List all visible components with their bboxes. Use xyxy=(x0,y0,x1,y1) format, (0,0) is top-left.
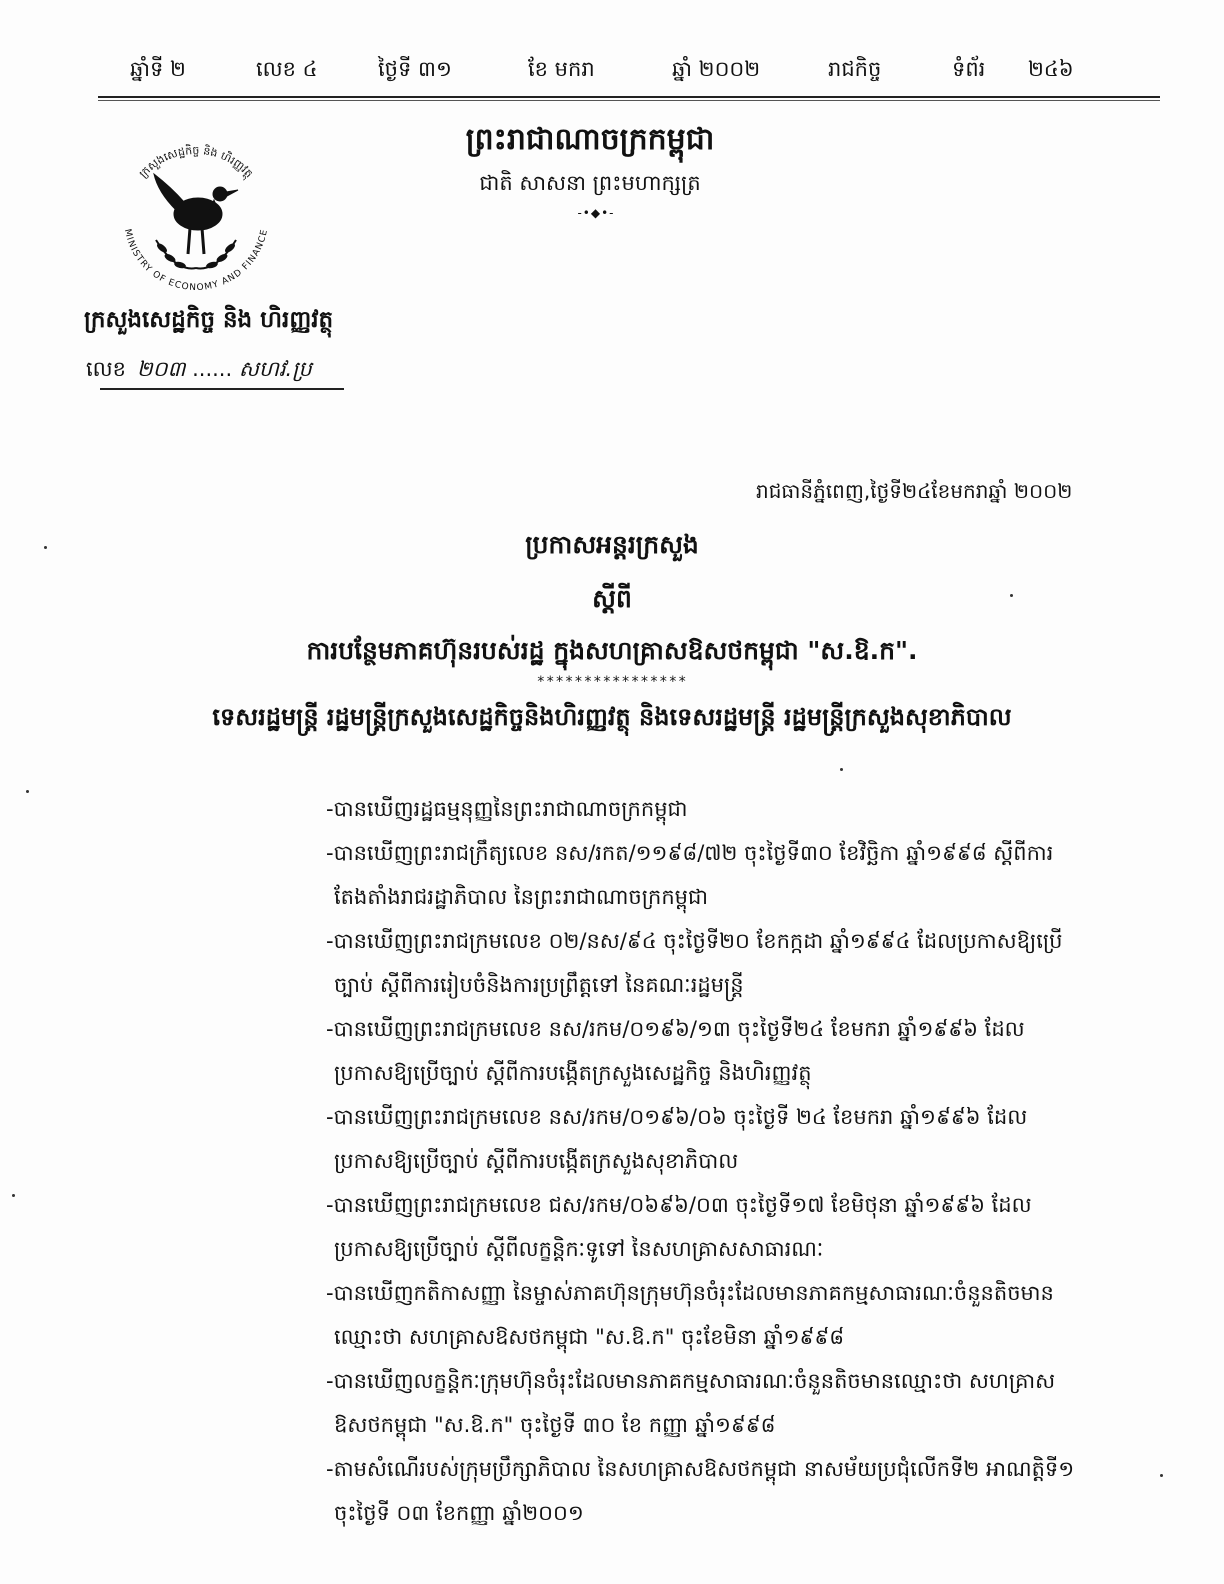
visa-line-cont: ប្រកាសឱ្យប្រើច្បាប់ ស្តីពីលក្ខន្តិកៈទូទៅ នៃសហគ្រាសសាធារណៈ xyxy=(334,1237,824,1261)
visa-line: -តាមសំណើរបស់ក្រុមប្រឹក្សាភិបាល នៃសហគ្រាសឱសថកម្ពុជា នាសម័យប្រជុំលើកទី២ អាណត្តិទី១ xyxy=(326,1457,1075,1481)
document-type-title: ប្រកាសអន្តរក្រសួង xyxy=(525,530,699,559)
gazette-page-label: ទំព័រ xyxy=(952,57,986,81)
subject-label: ស្តីពី xyxy=(592,584,632,613)
gazette-issue: លេខ ៤ xyxy=(256,57,318,81)
visa-line: -បានឃើញព្រះរាជក្រមលេខ ជស/រកម/០៦៩៦/០៣ ចុះថ្ងៃទី១៧ ខែមិថុនា ឆ្នាំ១៩៩៦ ដែល xyxy=(326,1193,1032,1217)
visa-line-cont: ច្បាប់ ស្តីពីការរៀបចំនិងការប្រព្រឹត្តទៅ នៃគណៈរដ្ឋមន្ត្រី xyxy=(334,973,744,997)
visa-line-cont: ឈ្មោះថា សហគ្រាសឱសថកម្ពុជា "ស.ឱ.ក" ចុះខែមិនា ឆ្នាំ១៩៩៨ xyxy=(334,1325,845,1349)
visa-line-cont: ប្រកាសឱ្យប្រើច្បាប់ ស្តីពីការបង្កើតក្រសួងសុខាភិបាល xyxy=(334,1149,739,1173)
scan-speck xyxy=(840,768,843,771)
seal-text-bottom: MINISTRY OF ECONOMY AND FINANCE xyxy=(121,228,271,294)
visa-line-cont: ឱសថកម្ពុជា "ស.ឱ.ក" ចុះថ្ងៃទី ៣០ ខែ កញ្ញា ឆ្នាំ១៩៩៨ xyxy=(334,1413,776,1437)
visa-line: -បានឃើញរដ្ឋធម្មនុញ្ញនៃព្រះរាជាណាចក្រកម្ពុជា xyxy=(326,797,688,821)
ref-suffix: សហវ.ប្រ xyxy=(238,357,312,381)
reference-underline xyxy=(100,388,344,390)
kingdom-heading: ព្រះរាជាណាចក្រកម្ពុជា xyxy=(465,122,715,157)
seal-emblem-icon xyxy=(106,122,286,302)
ministry-seal xyxy=(106,122,286,302)
header-rule-thin xyxy=(98,100,1160,101)
gazette-year: ឆ្នាំទី ២ xyxy=(130,57,186,81)
visa-line: -បានឃើញព្រះរាជក្រមលេខ នស/រកម/០១៩៦/០៦ ចុះថ្ងៃទី ២៤ ខែមករា ឆ្នាំ១៩៩៦ ដែល xyxy=(326,1105,1028,1129)
visa-line-cont: តែងតាំងរាជរដ្ឋាភិបាល នៃព្រះរាជាណាចក្រកម្ពុជា xyxy=(334,885,708,909)
visa-line: -បានឃើញកតិកាសញ្ញា នៃម្ចាស់ភាគហ៊ុនក្រុមហ៊ុនចំរុះដែលមានភាគកម្មសាធារណៈចំនួនតិចមាន xyxy=(326,1281,1054,1305)
ref-number: ២០៣ xyxy=(136,357,186,381)
ornament-divider: -•◆•- xyxy=(577,206,615,220)
visa-line: -បានឃើញព្រះរាជក្រមលេខ នស/រកម/០១៩៦/១៣ ចុះថ្ងៃទី២៤ ខែមករា ឆ្នាំ១៩៩៦ ដែល xyxy=(326,1017,1025,1041)
gazette-day: ថ្ងៃទី ៣១ xyxy=(378,57,452,81)
ref-dots: ...... xyxy=(192,357,233,381)
visa-line-cont: ប្រកាសឱ្យប្រើច្បាប់ ស្តីពីការបង្កើតក្រសួងសេដ្ឋកិច្ច និងហិរញ្ញវត្ថុ xyxy=(334,1061,812,1085)
subject-title: ការបន្ថែមភាគហ៊ុនរបស់រដ្ឋ ក្នុងសហគ្រាសឱសថកម្ពុជា "ស.ឱ.ក". xyxy=(306,636,918,665)
gazette-header xyxy=(128,52,1162,88)
ref-prefix: លេខ xyxy=(86,357,126,381)
scan-speck xyxy=(1010,594,1013,597)
visa-line: -បានឃើញលក្ខន្តិកៈក្រុមហ៊ុនចំរុះដែលមានភាគកម្មសាធារណៈចំនួនតិចមានឈ្មោះថា សហគ្រាស xyxy=(326,1369,1056,1393)
header-rule xyxy=(98,96,1160,98)
gazette-month: ខែ មករា xyxy=(528,57,595,81)
visa-line: -បានឃើញព្រះរាជក្រឹត្យលេខ នស/រកត/១១៩៨/៧២ ចុះថ្ងៃទី៣០ ខែវិច្ឆិកា ឆ្នាំ១៩៩៨ ស្តីពីការ xyxy=(326,841,1054,865)
issuing-authorities: ទេសរដ្ឋមន្ត្រី រដ្ឋមន្ត្រីក្រសួងសេដ្ឋកិច្ចនិងហិរញ្ញវត្ថុ និងទេសរដ្ឋមន្ត្រី រដ្ឋមន្ត្រីក្រសួងសុខាភិបាល xyxy=(212,703,1012,731)
national-motto: ជាតិ សាសនា ព្រះមហាក្សត្រ xyxy=(479,171,701,195)
ministry-name: ក្រសួងសេដ្ឋកិច្ច និង ហិរញ្ញវត្ថុ xyxy=(84,307,334,333)
visa-line-cont: ចុះថ្ងៃទី ០៣ ខែកញ្ញា ឆ្នាំ២០០១ xyxy=(334,1501,584,1525)
svg-text:MINISTRY OF ECONOMY AND FINANC xyxy=(122,228,270,293)
reference-number xyxy=(86,356,312,387)
gazette-page-number: ២៤៦ xyxy=(1028,57,1074,81)
scan-speck xyxy=(12,1194,15,1197)
visa-line: -បានឃើញព្រះរាជក្រមលេខ ០២/នស/៩៤ ចុះថ្ងៃទី២០ ខែកក្កដា ឆ្នាំ១៩៩៤ ដែលប្រកាសឱ្យប្រើ xyxy=(326,929,1063,953)
scan-speck xyxy=(26,790,29,793)
star-divider: **************** xyxy=(536,674,688,690)
scan-speck xyxy=(44,546,47,549)
gazette-calendar-year: ឆ្នាំ ២០០២ xyxy=(672,57,761,81)
place-date: រាជធានីភ្នំពេញ,ថ្ងៃទី២៤ខែមករាឆ្នាំ ២០០២ xyxy=(756,479,1073,503)
seal-text-top: ក្រសួងសេដ្ឋកិច្ច និង ហិរញ្ញវត្ថុ xyxy=(136,143,256,181)
gazette-publication: រាជកិច្ច xyxy=(828,57,882,81)
scan-speck xyxy=(1160,1474,1163,1477)
